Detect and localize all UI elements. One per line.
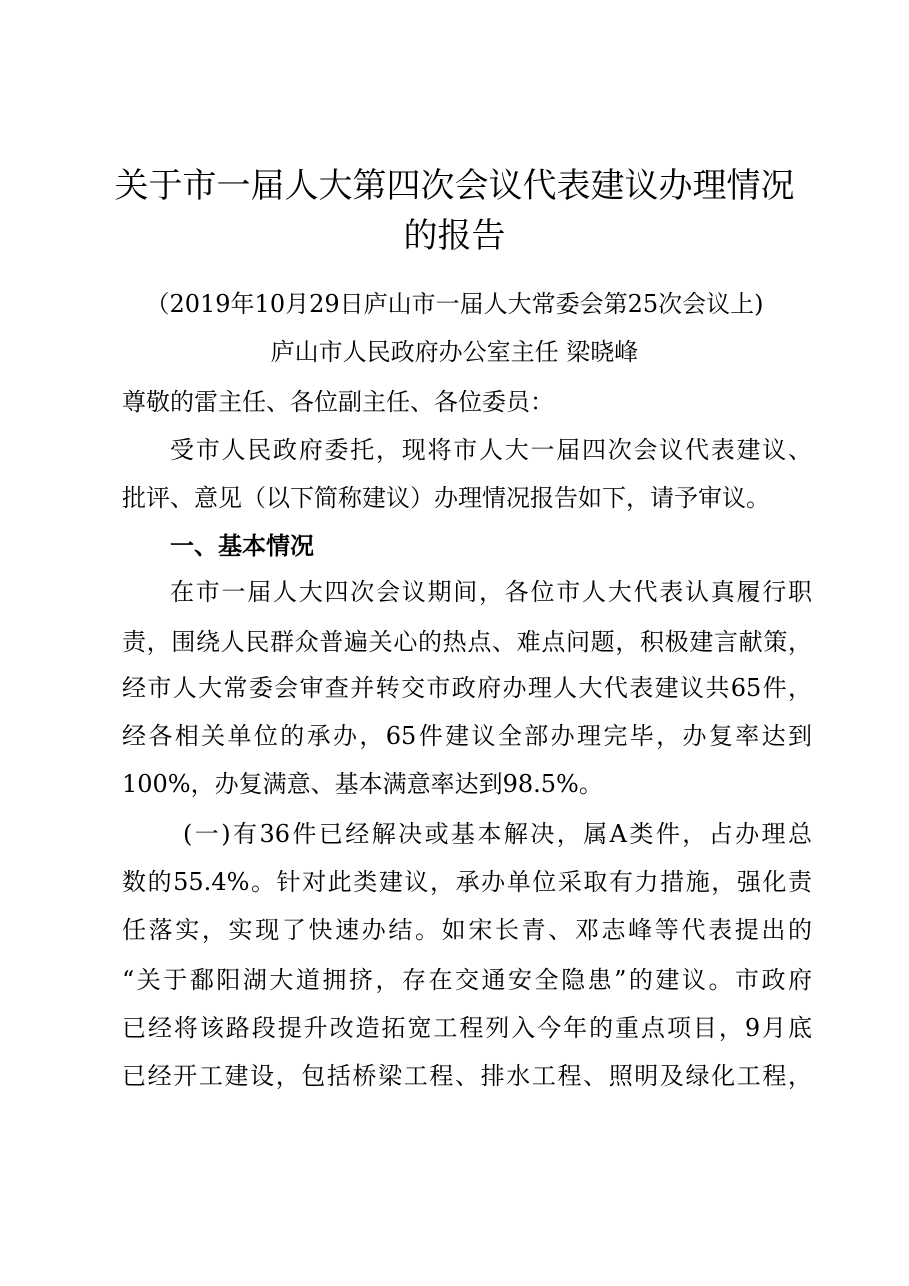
document-title-line-1: 关于市一届人大第四次会议代表建议办理情况 [114,166,795,206]
paragraph-line: “关于鄱阳湖大道拥挤，存在交通安全隐患”的建议。市政府 [122,966,812,994]
paragraph-line: (一)有36件已经解决或基本解决，属A类件，占办理总 [183,820,812,848]
meeting-info: （2019年10月29日庐山市一届人大常委会第25次会议上) [145,290,764,318]
intro-line: 批评、意见（以下简称建议）办理情况报告如下，请予审议。 [122,484,770,512]
salutation: 尊敬的雷主任、各位副主任、各位委员： [122,388,554,416]
paragraph-line: 已经开工建设，包括桥梁工程、排水工程、照明及绿化工程， [122,1062,812,1090]
paragraph-line: 经市人大常委会审查并转交市政府办理人大代表建议共65件， [122,674,812,702]
paragraph-line: 100%，办复满意、基本满意率达到98.5%。 [122,770,603,798]
paragraph-line: 在市一届人大四次会议期间，各位市人大代表认真履行职 [170,578,812,606]
reporter-info: 庐山市人民政府办公室主任 梁晓峰 [270,338,639,366]
section-heading: 一、基本情况 [170,531,314,560]
document-title-line-2: 的报告 [403,216,506,256]
paragraph-line: 经各相关单位的承办，65件建议全部办理完毕，办复率达到 [122,722,812,750]
paragraph-line: 数的55.4%。针对此类建议，承办单位采取有力措施，强化责 [122,868,812,896]
paragraph-line: 任落实，实现了快速办结。如宋长青、邓志峰等代表提出的 [122,916,812,944]
intro-line: 受市人民政府委托，现将市人大一届四次会议代表建议、 [170,436,812,464]
paragraph-line: 责，围绕人民群众普遍关心的热点、难点问题，积极建言献策， [122,628,812,656]
paragraph-line: 已经将该路段提升改造拓宽工程列入今年的重点项目，9月底 [122,1014,812,1042]
